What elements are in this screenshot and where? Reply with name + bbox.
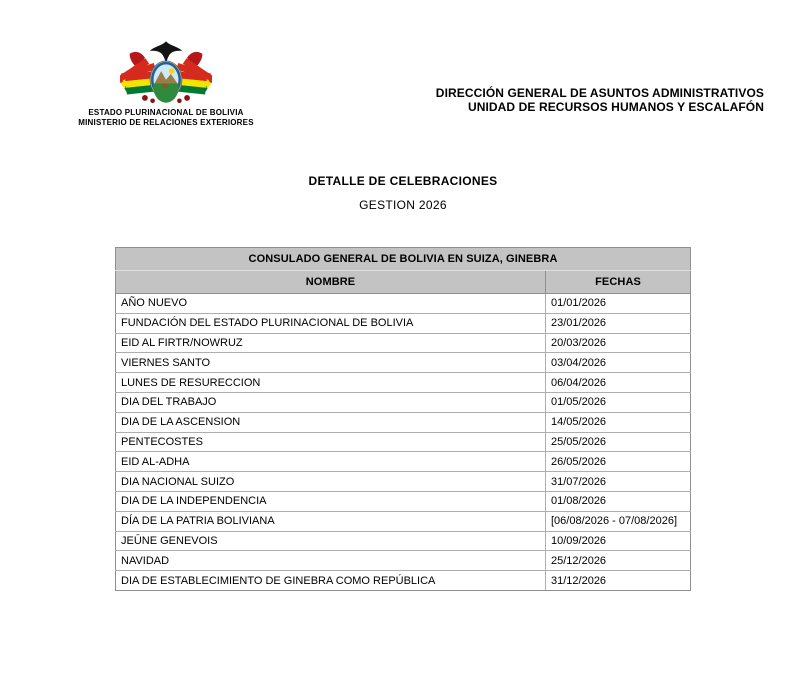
celebration-date-cell: 14/05/2026 — [546, 412, 691, 432]
celebration-date-cell: 25/12/2026 — [546, 551, 691, 571]
table-title-row — [116, 248, 691, 271]
celebration-name-cell: EID AL-ADHA — [116, 452, 546, 472]
celebration-date-cell: [06/08/2026 - 07/08/2026] — [546, 511, 691, 531]
celebration-date-cell: 26/05/2026 — [546, 452, 691, 472]
celebration-name-cell: VIERNES SANTO — [116, 353, 546, 373]
celebration-name-cell: PENTECOSTES — [116, 432, 546, 452]
table-row — [116, 491, 691, 511]
table-row — [116, 511, 691, 531]
celebration-date-cell: 23/01/2026 — [546, 313, 691, 333]
table-row — [116, 412, 691, 432]
celebration-name-cell: DÍA DE LA PATRIA BOLIVIANA — [116, 511, 546, 531]
page-title: DETALLE DE CELEBRACIONES — [308, 174, 498, 188]
department-heading-line2: UNIDAD DE RECURSOS HUMANOS Y ESCALAFÓN — [467, 100, 764, 114]
celebration-date-cell: 10/09/2026 — [546, 531, 691, 551]
celebration-name-cell: FUNDACIÓN DEL ESTADO PLURINACIONAL DE BOLIVIA — [116, 313, 546, 333]
table-row — [116, 531, 691, 551]
celebration-date-cell: 01/05/2026 — [546, 392, 691, 412]
column-header-nombre: NOMBRE — [116, 271, 546, 294]
table-title: CONSULADO GENERAL DE BOLIVIA EN SUIZA, GINEBRA — [116, 248, 691, 271]
celebration-date-cell: 03/04/2026 — [546, 353, 691, 373]
table-header-row — [116, 271, 691, 294]
celebration-name-cell: DIA DE LA ASCENSION — [116, 412, 546, 432]
page-subtitle: GESTION 2026 — [359, 198, 447, 212]
table-row — [116, 551, 691, 571]
table-row — [116, 294, 691, 314]
department-heading — [436, 86, 764, 114]
celebration-date-cell: 20/03/2026 — [546, 333, 691, 353]
celebration-name-cell: EID AL FIRTR/NOWRUZ — [116, 333, 546, 353]
celebration-date-cell: 25/05/2026 — [546, 432, 691, 452]
celebration-name-cell: DIA NACIONAL SUIZO — [116, 472, 546, 492]
celebration-date-cell: 01/08/2026 — [546, 491, 691, 511]
celebration-name-cell: DIA DE LA INDEPENDENCIA — [116, 491, 546, 511]
table-row — [116, 392, 691, 412]
celebration-name-cell: LUNES DE RESURECCION — [116, 373, 546, 393]
table-row — [116, 432, 691, 452]
celebration-date-cell: 31/12/2026 — [546, 571, 691, 591]
celebrations-table — [115, 247, 691, 591]
celebration-date-cell: 01/01/2026 — [546, 294, 691, 314]
logo-caption-line2: MINISTERIO DE RELACIONES EXTERIORES — [78, 118, 254, 127]
table-row — [116, 373, 691, 393]
celebration-name-cell: NAVIDAD — [116, 551, 546, 571]
table-row — [116, 313, 691, 333]
table-row — [116, 452, 691, 472]
celebration-name-cell: DIA DEL TRABAJO — [116, 392, 546, 412]
table-body — [116, 294, 691, 591]
department-heading-line1: DIRECCIÓN GENERAL DE ASUNTOS ADMINISTRATIVOS — [435, 86, 764, 100]
ministry-logo-block — [64, 40, 268, 128]
celebration-date-cell: 31/07/2026 — [546, 472, 691, 492]
logo-caption-line1: ESTADO PLURINACIONAL DE BOLIVIA — [88, 108, 244, 117]
celebration-name-cell: AÑO NUEVO — [116, 294, 546, 314]
table-row — [116, 353, 691, 373]
celebration-name-cell: DIA DE ESTABLECIMIENTO DE GINEBRA COMO REPÚBLICA — [116, 571, 546, 591]
column-header-fechas: FECHAS — [546, 271, 691, 294]
celebration-name-cell: JEŪNE GENEVOIS — [116, 531, 546, 551]
celebration-date-cell: 06/04/2026 — [546, 373, 691, 393]
table-row — [116, 333, 691, 353]
table-row — [116, 472, 691, 492]
table-row — [116, 571, 691, 591]
bolivia-coat-of-arms-icon — [120, 40, 212, 106]
